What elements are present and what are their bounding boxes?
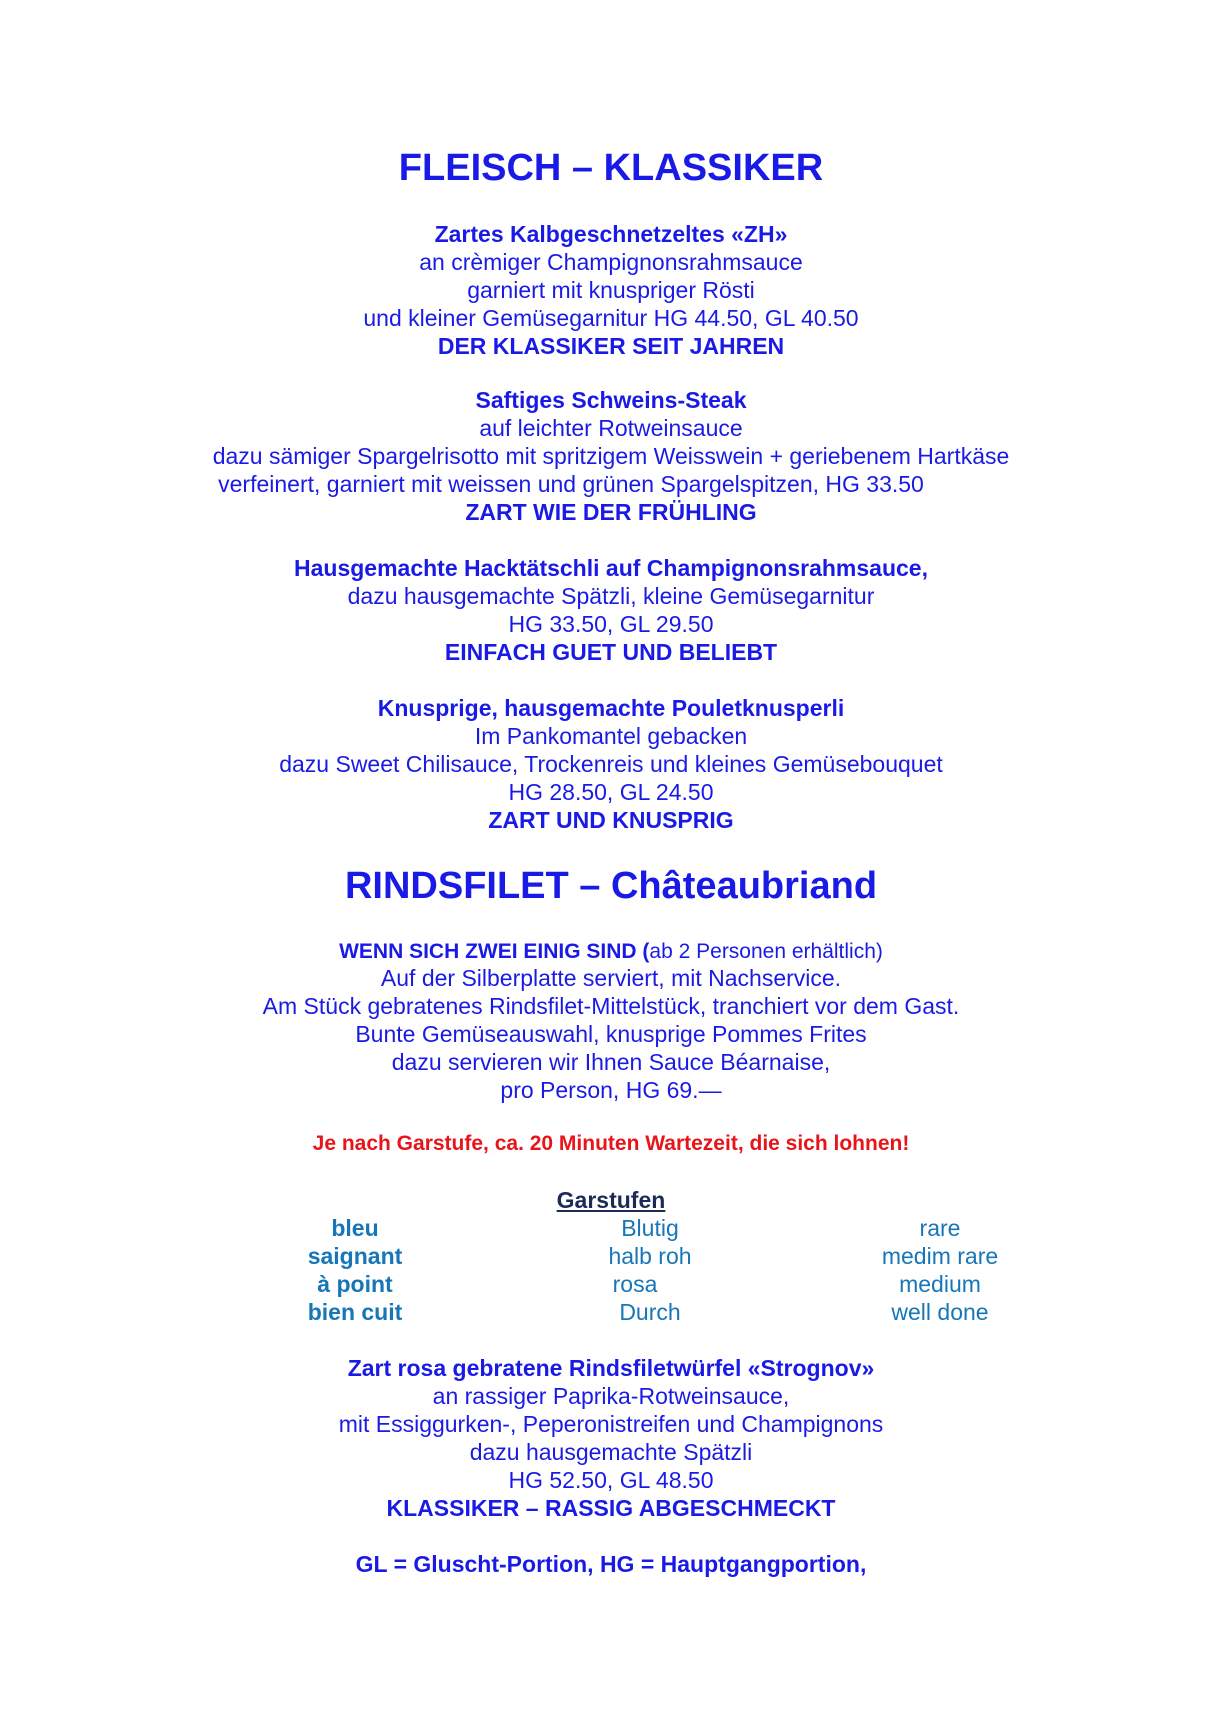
rindsfilet-intro-bold: WENN SICH ZWEI EINIG SIND ( (339, 940, 650, 963)
dish-tagline: EINFACH GUET UND BELIEBT (444, 639, 778, 665)
dish-description: mit Essiggurken-, Peperonistreifen und Champignons (338, 1411, 884, 1437)
dish-name: Zart rosa gebratene Rindsfiletwürfel «Strognov» (347, 1355, 875, 1381)
dish-tagline: DER KLASSIKER SEIT JAHREN (437, 333, 785, 359)
dish-description: dazu sämiger Spargelrisotto mit spritzigem Weisswein + geriebenem Hartkäse (212, 443, 1010, 469)
garstufen-heading-row (0, 1186, 1222, 1214)
dish-description: garniert mit knuspriger Rösti (467, 277, 755, 303)
portion-legend: GL = Gluscht-Portion, HG = Hauptgangportion, (355, 1551, 867, 1577)
dish-name: Knusprige, hausgemachte Pouletknusperli (377, 695, 845, 721)
garstufe-de: Durch (619, 1299, 681, 1325)
rindsfilet-intro-note: ab 2 Personen erhältlich) (649, 940, 883, 963)
garstufe-de: Blutig (621, 1215, 679, 1241)
dish-description: dazu Sweet Chilisauce, Trockenreis und kleines Gemüsebouquet (279, 751, 943, 777)
section-title-rindsfilet: RINDSFILET – Châteaubriand (344, 865, 878, 907)
dish-description: dazu hausgemachte Spätzli, kleine Gemüsegarnitur (347, 583, 875, 609)
dish-price-line: HG 33.50, GL 29.50 (508, 611, 714, 637)
dish-description: auf leichter Rotweinsauce (479, 415, 743, 441)
rindsfilet-intro (0, 936, 1222, 966)
dish-price-line: und kleiner Gemüsegarnitur HG 44.50, GL 40.50 (363, 305, 859, 331)
rindsfilet-description: Bunte Gemüseauswahl, knusprige Pommes Frites (355, 1021, 867, 1047)
garstufe-en: rare (919, 1215, 961, 1241)
section-title-fleisch-klassiker: FLEISCH – KLASSIKER (398, 147, 824, 189)
dish-price-line: HG 52.50, GL 48.50 (508, 1467, 714, 1493)
rindsfilet-description: dazu servieren wir Ihnen Sauce Béarnaise, (391, 1049, 831, 1075)
garstufe-en: well done (891, 1299, 989, 1325)
dish-name: Zartes Kalbgeschnetzeltes «ZH» (434, 221, 788, 247)
rindsfilet-description: Auf der Silberplatte serviert, mit Nachservice. (380, 965, 842, 991)
dish-price-line: verfeinert, garniert mit weissen und grünen Spargelspitzen, HG 33.50 (218, 471, 924, 497)
garstufen-title: Garstufen (556, 1187, 666, 1213)
garstufe-en: medim rare (881, 1243, 999, 1269)
garstufe-fr: bien cuit (307, 1299, 403, 1325)
garstufe-de: rosa (612, 1271, 658, 1297)
garstufe-fr: bleu (331, 1215, 379, 1241)
garstufe-de: halb roh (608, 1243, 692, 1269)
dish-description: dazu hausgemachte Spätzli (469, 1439, 753, 1465)
dish-description: an rassiger Paprika-Rotweinsauce, (432, 1383, 790, 1409)
dish-description: Im Pankomantel gebacken (474, 723, 748, 749)
dish-description: an crèmiger Champignonsrahmsauce (419, 249, 803, 275)
dish-tagline: ZART UND KNUSPRIG (488, 807, 734, 833)
dish-tagline: ZART WIE DER FRÜHLING (465, 499, 757, 525)
dish-tagline: KLASSIKER – RASSIG ABGESCHMECKT (386, 1495, 836, 1521)
dish-name: Saftiges Schweins-Steak (475, 387, 747, 413)
garstufe-fr: saignant (307, 1243, 403, 1269)
wait-time-note: Je nach Garstufe, ca. 20 Minuten Wartezeit, die sich lohnen! (312, 1132, 910, 1155)
rindsfilet-description: Am Stück gebratenes Rindsfilet-Mittelstück, tranchiert vor dem Gast. (262, 993, 960, 1019)
rindsfilet-price-line: pro Person, HG 69.— (500, 1077, 722, 1103)
garstufe-fr: à point (317, 1271, 393, 1297)
dish-name: Hausgemachte Hacktätschli auf Champignonsrahmsauce, (294, 555, 928, 581)
dish-price-line: HG 28.50, GL 24.50 (508, 779, 714, 805)
garstufe-en: medium (899, 1271, 981, 1297)
